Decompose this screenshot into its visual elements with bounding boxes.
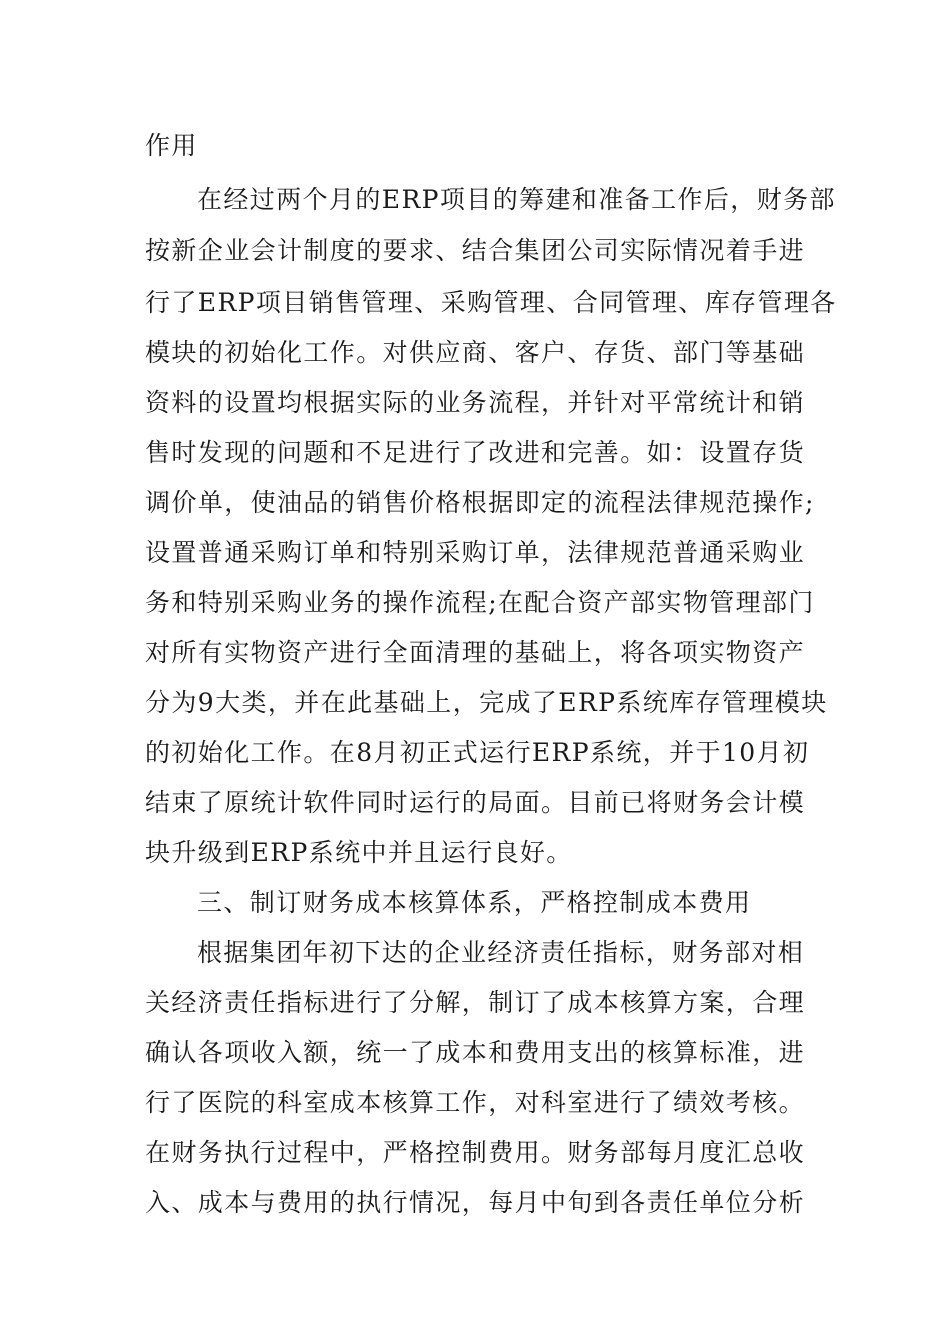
text-line: 对所有实物资产进行全面清理的基础上，将各项实物资产 — [145, 638, 806, 667]
text-line: 在财务执行过程中，严格控制费用。财务部每月度汇总收 — [145, 1138, 806, 1167]
text-line: 确认各项收入额，统一了成本和费用支出的核算标准，进 — [145, 1038, 806, 1067]
text-line: 分为9大类，并在此基础上，完成了ERP系统库存管理模块 — [145, 688, 828, 717]
text-line: 结束了原统计软件同时运行的局面。目前已将财务会计模 — [145, 788, 806, 817]
text-line: 的初始化工作。在8月初正式运行ERP系统，并于10月初 — [145, 738, 810, 767]
text-line: 务和特别采购业务的操作流程;在配合资产部实物管理部门 — [145, 588, 815, 617]
paragraph-erp-first-line: 在经过两个月的ERP项目的筹建和准备工作后，财务部 — [197, 185, 836, 214]
section-heading: 三、制订财务成本核算体系，严格控制成本费用 — [197, 888, 752, 917]
paragraph-cost-first-line: 根据集团年初下达的企业经济责任指标，财务部对相 — [197, 938, 805, 967]
text-line: 入、成本与费用的执行情况，每月中旬到各责任单位分析 — [145, 1188, 806, 1217]
text-line: 按新企业会计制度的要求、结合集团公司实际情况着手进 — [145, 236, 806, 265]
text-line: 资料的设置均根据实际的业务流程，并针对平常统计和销 — [145, 388, 806, 417]
text-line: 关经济责任指标进行了分解，制订了成本核算方案，合理 — [145, 988, 806, 1017]
text-line: 模块的初始化工作。对供应商、客户、存货、部门等基础 — [145, 338, 806, 367]
text-line: 设置普通采购订单和特别采购订单，法律规范普通采购业 — [145, 538, 806, 567]
text-line: 行了ERP项目销售管理、采购管理、合同管理、库存管理各 — [145, 288, 837, 317]
text-line: 售时发现的问题和不足进行了改进和完善。如：设置存货 — [145, 438, 806, 467]
text-line: 行了医院的科室成本核算工作，对科室进行了绩效考核。 — [145, 1088, 806, 1117]
text-line: 调价单，使油品的销售价格根据即定的流程法律规范操作; — [145, 488, 815, 517]
text-line: 块升级到ERP系统中并且运行良好。 — [145, 838, 573, 867]
text-line-continuation: 作用 — [145, 131, 198, 160]
